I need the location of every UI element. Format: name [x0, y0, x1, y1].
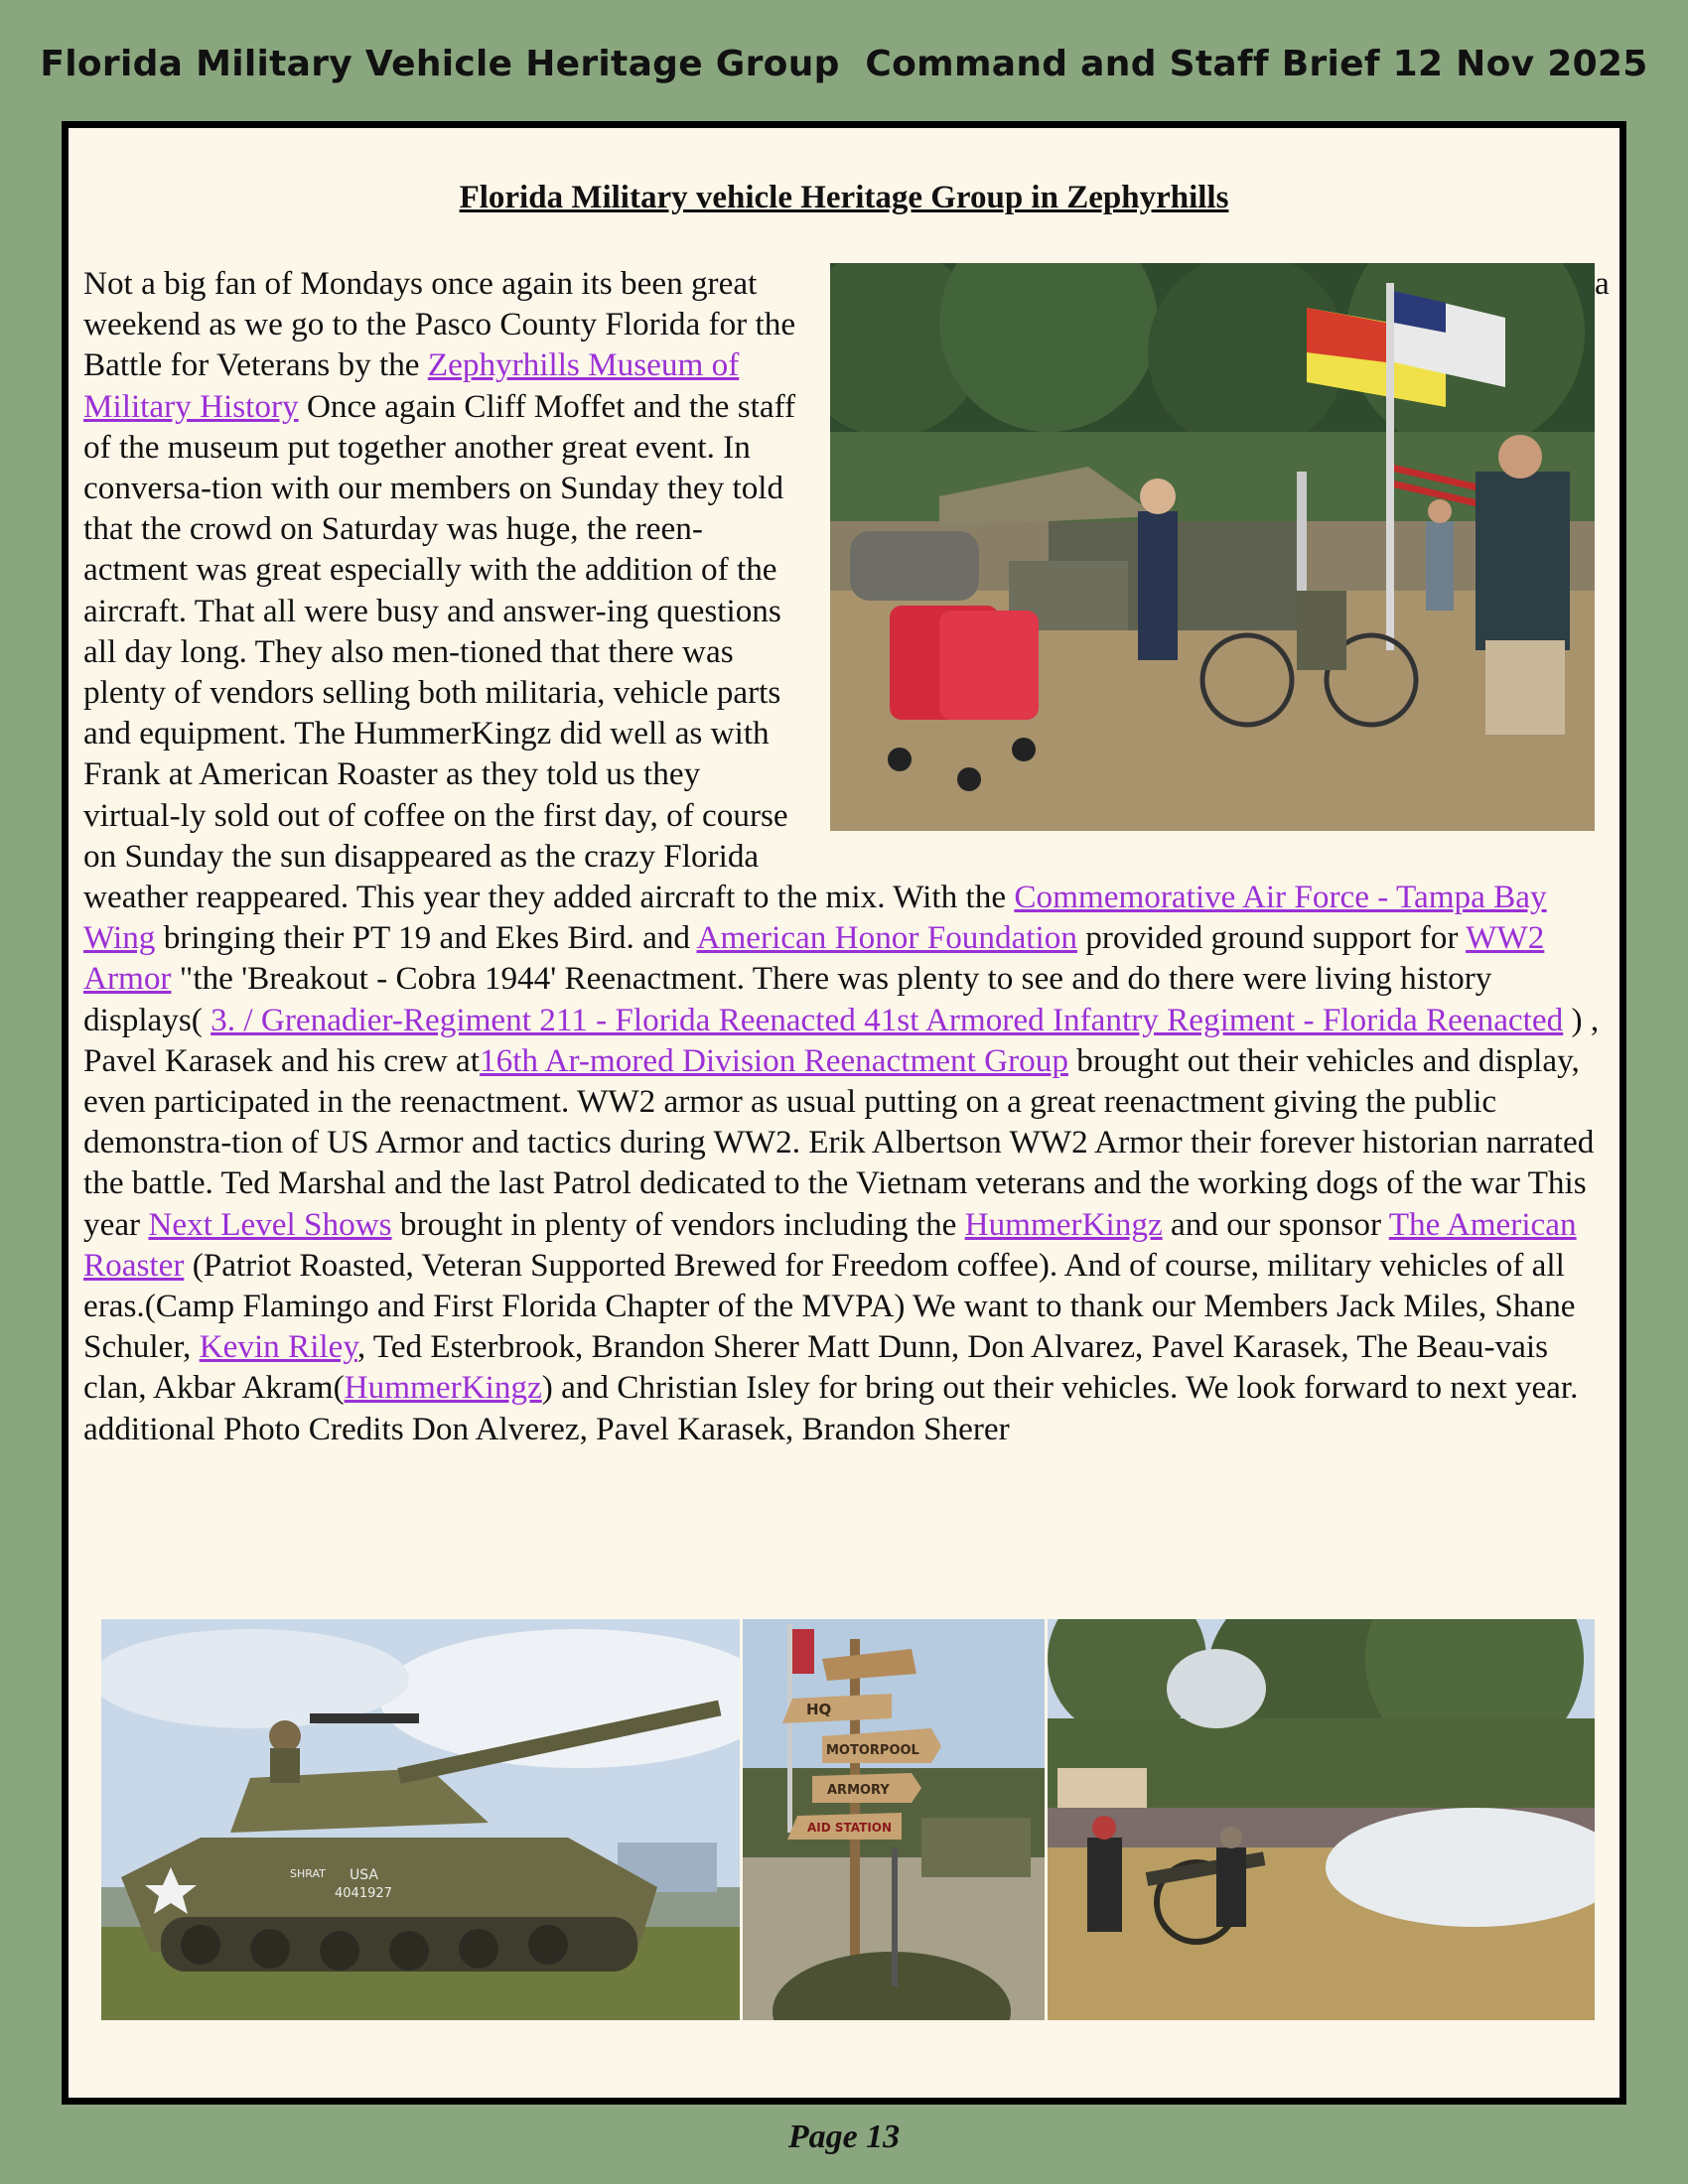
link-commemorative-air-force[interactable]: Commemorative Air Force - Tampa Bay Wing — [83, 879, 1547, 957]
newsletter-header-title: Florida Military Vehicle Heritage Group Command and Staff Brief 12 Nov 2025 — [40, 44, 1648, 84]
sign-hq: HQ — [806, 1701, 832, 1718]
link-american-honor-foundation[interactable]: American Honor Foundation — [696, 919, 1077, 957]
link-16th-armored-division[interactable]: 16th Ar-mored Division Reenactment Group — [480, 1041, 1068, 1079]
event-crowd-photo — [830, 263, 1595, 831]
link-hummerkingz-2[interactable]: HummerKingz — [344, 1369, 542, 1407]
link-next-level-shows[interactable]: Next Level Shows — [148, 1205, 392, 1243]
link-hummerkingz[interactable]: HummerKingz — [964, 1205, 1163, 1243]
tank-mark-serial: 4041927 — [335, 1886, 392, 1901]
article-frame — [62, 121, 1626, 2105]
sign-armory: ARMORY — [827, 1783, 890, 1798]
sign-motorpool: MOTORPOOL — [826, 1743, 919, 1758]
page-number: Page 13 — [787, 2118, 901, 2155]
sign-aid-station: AID STATION — [807, 1821, 893, 1835]
cannon-reenactment-photo — [1048, 1619, 1595, 2020]
tank-photo — [101, 1619, 740, 2020]
photo-strip — [101, 1619, 1595, 2020]
link-zephyrhills-museum[interactable]: Zephyrhills Museum of Military History — [83, 346, 740, 425]
article-body: a Not a big fan of Mondays once again its been great weekend as we go to the Pasco County Florida for the Battle for Veterans by the Zephyrhills Museum of Military History Once again Cliff Moffet and the staff of the museum put together another great event. In conversa-tion with our members on Sunday they told that the crowd on Saturday was huge, the reen-actment was great especially with the addition of the aircraft. That all were busy and answer-ing questions all day long. They also men-tioned that there was plenty of vendors selling both militaria, vehicle parts and equipment. The HummerKingz did well as with Frank at American Roaster as they told us they virtual-ly sold out of coffee on the first day, of course on Sunday the sun disappeared as the crazy Florida weather reappeared. This year they added aircraft to the mix. With the Commemorative Air Force - Tampa Bay Wing bringing their PT 19 and Ekes Bird. and American Honor Foundation provided ground support for WW2 Armor "the 'Breakout - Cobra 1944' Reenactment. There was plenty to see and do there were living history displays( 3. / Grenadier-Regiment 211 - Florida Reenacted 41st Armored Infantry Regiment - Florida Reenacted ) , Pavel Karasek and his crew at16th Ar-mored Division Reenactment Group brought out their vehicles and display, even participated in the reenactment. WW2 armor as usual putting on a great reenactment giving the public demonstra-tion of US Armor and tactics during WW2. Erik Albertson WW2 Armor their forever historian narrated the battle. Ted Marshal and the last Patrol dedicated to the Vietnam veterans and the working dogs of the war This year Next Level Shows brought in plenty of vendors including the HummerKingz and our sponsor The American Roaster (Patriot Roasted, Veteran Supported Brewed for Freedom coffee). And of course, military vehicles of all eras.(Camp Flamingo and First Florida Chapter of the MVPA) We want to thank our Members Jack Miles, Shane Schuler, Kevin Riley, Ted Esterbrook, Brandon Sherer Matt Dunn, Don Alvarez, Pavel Karasek, The Beau-vais clan, Akbar Akram(HummerKingz) and Christian Isley for bring out their vehicles. We look forward to next year. additional Photo Credits Don Alverez, Pavel Karasek, Brandon Sherer — [83, 263, 1615, 1449]
link-grenadier-regiment[interactable]: 3. / Grenadier-Regiment 211 - Florida Reenacted 41st Armored Infantry Regiment - Florida Reenacted — [211, 1001, 1564, 1038]
tank-mark-name: SHRAT — [290, 1867, 326, 1880]
stray-letter: a — [1595, 265, 1610, 302]
link-ww2-armor[interactable]: WW2 Armor — [83, 919, 1545, 998]
signpost-photo — [743, 1619, 1045, 2020]
article-title: Florida Military vehicle Heritage Group in Zephyrhills — [459, 180, 1229, 215]
tank-mark-usa: USA — [350, 1867, 378, 1883]
link-kevin-riley[interactable]: Kevin Riley — [199, 1328, 357, 1366]
link-american-roaster[interactable]: The American Roaster — [83, 1205, 1577, 1284]
